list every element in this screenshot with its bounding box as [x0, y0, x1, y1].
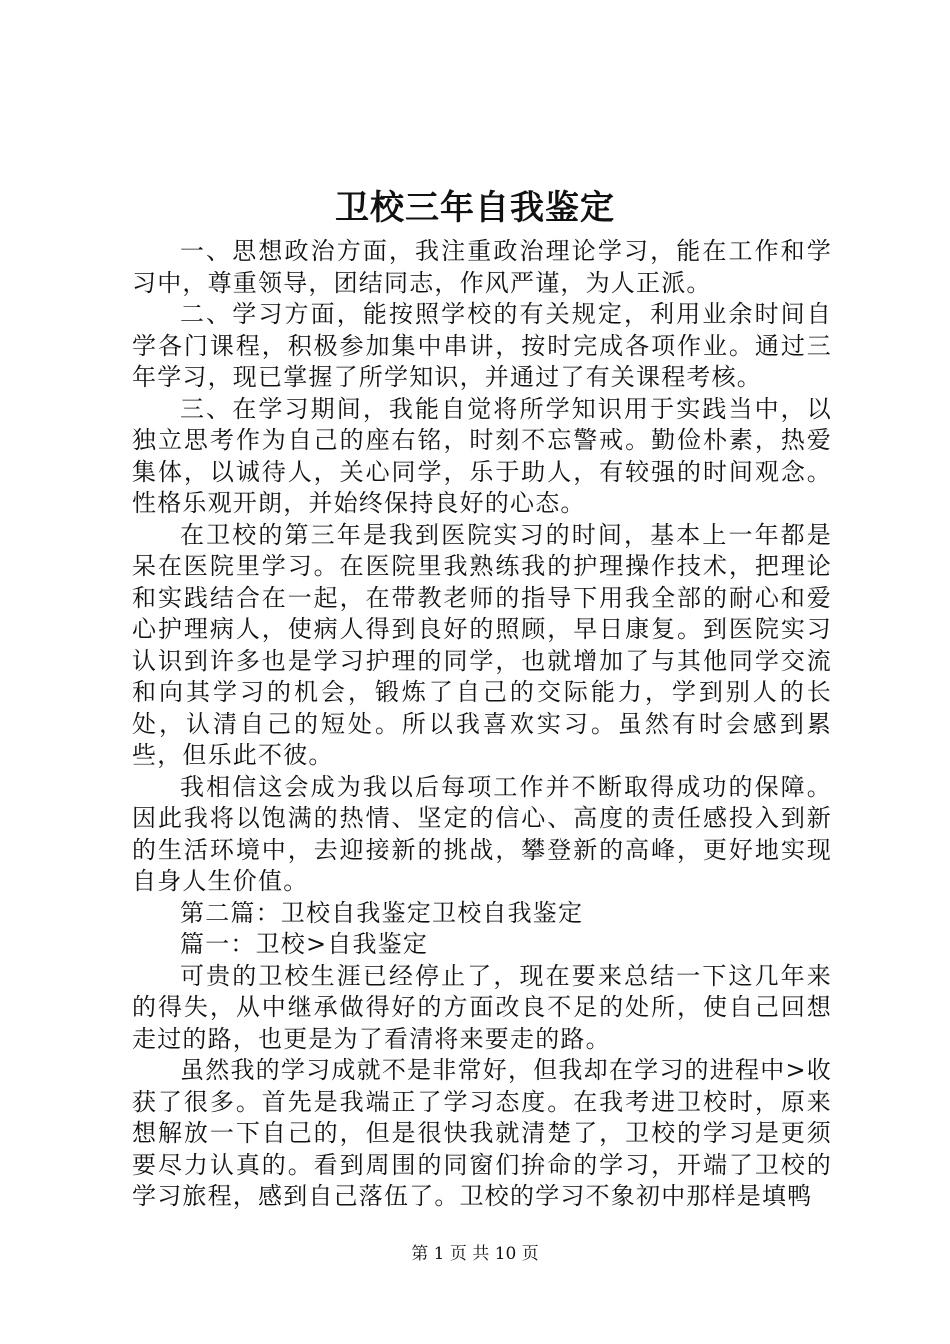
- paragraph-practice: 三、在学习期间，我能自觉将所学知识用于实践当中，以独立思考作为自己的座右铭，时刻不忘警戒。勤俭朴素，热爱集体，以诚待人，关心同学，乐于助人，有较强的时间观念。性格乐观开朗，并始终保持良好的心态。: [132, 394, 832, 517]
- section-heading-article-one: 篇一：卫校>自我鉴定: [180, 930, 429, 958]
- document-body: [132, 236, 832, 1213]
- paragraph-study: 二、学习方面，能按照学校的有关规定，利用业余时间自学各门课程，积极参加集中串讲，按时完成各项作业。通过三年学习，现已掌握了所学知识，并通过了有关课程考核。: [132, 300, 832, 391]
- paragraph-political: 一、思想政治方面，我注重政治理论学习，能在工作和学习中，尊重领导，团结同志，作风严谨，为人正派。: [132, 237, 832, 297]
- paragraph-internship: 在卫校的第三年是我到医院实习的时间，基本上一年都是呆在医院里学习。在医院里我熟练我的护理操作技术，把理论和实践结合在一起，在带教老师的指导下用我全部的耐心和爱心护理病人，使病人得到良好的照顾，早日康复。到医院实习认识到许多也是学习护理的同学，也就增加了与其他同学交流和向其学习的机会，锻炼了自己的交际能力，学到别人的长处，认清自己的短处。所以我喜欢实习。虽然有时会感到累些，但乐此不彼。: [132, 520, 832, 769]
- section-heading-part-two: 第二篇：卫校自我鉴定卫校自我鉴定: [180, 898, 584, 927]
- paragraph-summary: 可贵的卫校生涯已经停止了，现在要来总结一下这几年来的得失，从中继承做得好的方面改良不足的处所，使自己回想走过的路，也更是为了看清将来要走的路。: [132, 961, 832, 1053]
- document-title: 卫校三年自我鉴定: [335, 188, 615, 228]
- paragraph-future: 我相信这会成为我以后每项工作并不断取得成功的保障。因此我将以饱满的热情、坚定的信心、高度的责任感投入到新的生活环境中，去迎接新的挑战，攀登新的高峰，更好地实现自身人生价值。: [132, 772, 832, 895]
- paragraph-learning: 虽然我的学习成就不是非常好，但我却在学习的进程中>收获了很多。首先是我端正了学习态度。在我考进卫校时，原来想解放一下自己的，但是很快我就清楚了，卫校的学习是更须要尽力认真的。看到周围的同窗们拚命的学习，开端了卫校的学习旅程，感到自己落伍了。卫校的学习不象初中那样是填鸭: [132, 1056, 832, 1210]
- page-number-footer: 第 1 页 共 10 页: [411, 1244, 539, 1264]
